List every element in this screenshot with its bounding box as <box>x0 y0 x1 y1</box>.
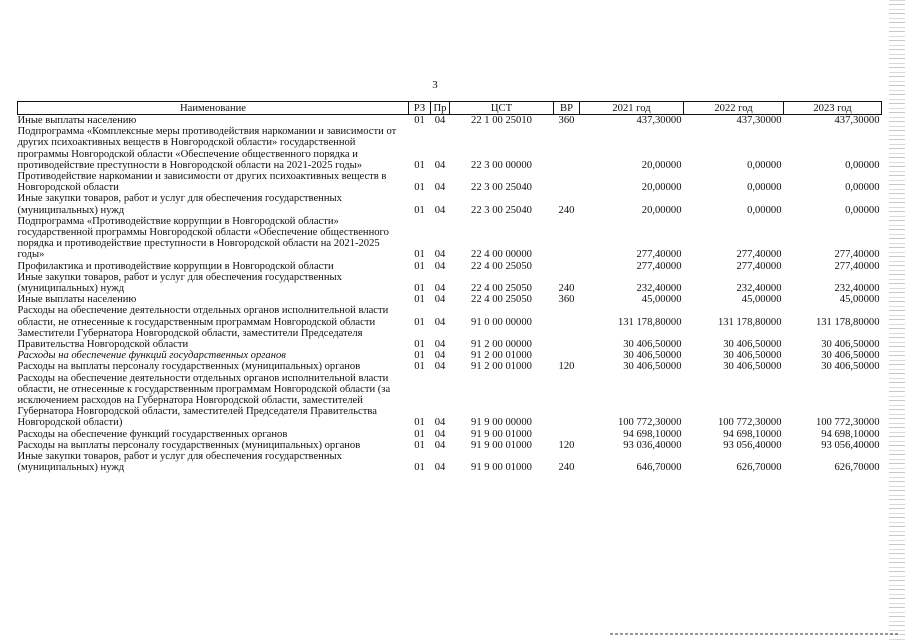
header-rz: РЗ <box>409 102 431 115</box>
row-pr: 04 <box>434 350 446 362</box>
row-2021: 20,00000 <box>641 204 682 216</box>
row-rz: 01 <box>414 462 425 474</box>
row-rz: 01 <box>414 249 425 261</box>
row-name: Расходы на обеспечение функций государственных органов <box>17 350 286 362</box>
table-row <box>18 272 882 294</box>
row-name: Иные закупки товаров, работ и услуг для обеспечения государственных (муниципальных) нужд <box>17 193 342 216</box>
row-2022: 0,00000 <box>747 159 782 171</box>
row-name: Иные закупки товаров, работ и услуг для обеспечения государственных (муниципальных) нужд <box>17 451 342 474</box>
row-name: Расходы на обеспечение деятельности отдельных органов исполнительной власти области, не отнесенные к государственным программам Новгородской области <box>17 305 389 328</box>
row-name: Иные закупки товаров, работ и услуг для обеспечения государственных (муниципальных) нужд <box>17 271 342 295</box>
row-cst: 91 9 00 01000 <box>471 439 532 451</box>
table-row <box>18 126 882 171</box>
row-2023: 232,40000 <box>834 283 880 295</box>
row-vr: 120 <box>558 439 575 451</box>
row-name: Подпрограмма «Противодействие коррупции в Новгородской области» государственной программы Новгородской области «Обеспечение общественного порядка и противодействие преступности в Новгородской области на 2021-2025 годы» <box>17 215 389 261</box>
row-2023: 0,00000 <box>845 159 880 171</box>
table-header-row <box>18 102 882 115</box>
header-2023: 2023 год <box>784 102 882 115</box>
row-2022: 437,30000 <box>736 115 782 126</box>
row-rz: 01 <box>414 339 425 351</box>
row-vr: 120 <box>558 361 575 373</box>
row-cst: 22 3 00 00000 <box>471 159 532 171</box>
row-vr <box>554 373 580 429</box>
row-pr: 04 <box>434 339 446 351</box>
row-vr <box>554 261 580 272</box>
row-2022: 45,00000 <box>741 294 782 306</box>
table-row <box>18 261 882 272</box>
row-name: Расходы на обеспечение деятельности отдельных органов исполнительной власти области, не отнесенные к государственным программам Новгородской области (за исключением расходов на Губернатора Новгородской области, заместителей Губернатора Новгородской области, заместителей Председателя Правительства Новгородской области) <box>17 372 391 429</box>
row-2021: 646,70000 <box>636 462 682 474</box>
row-2022: 131 178,80000 <box>717 316 782 328</box>
header-pr: Пр <box>431 102 450 115</box>
row-2022: 0,00000 <box>747 204 782 216</box>
row-2022: 0,00000 <box>747 182 782 194</box>
row-2021: 45,00000 <box>641 294 682 306</box>
row-2022: 626,70000 <box>736 462 782 474</box>
row-cst: 22 4 00 00000 <box>471 249 532 261</box>
row-name: Иные выплаты населению <box>17 115 137 126</box>
row-2023: 437,30000 <box>834 115 880 126</box>
row-2021: 100 772,30000 <box>617 417 682 429</box>
row-name: Расходы на выплаты персоналу государственных (муниципальных) органов <box>17 361 361 373</box>
row-cst: 91 9 00 00000 <box>471 417 532 429</box>
row-cst: 91 9 00 01000 <box>471 462 532 474</box>
row-vr: 240 <box>558 283 575 295</box>
row-2023: 0,00000 <box>845 204 880 216</box>
row-2021: 93 036,40000 <box>623 439 682 451</box>
row-2022: 277,40000 <box>736 249 782 261</box>
table-row <box>18 373 882 429</box>
table-row <box>18 440 882 451</box>
row-2022: 30 406,50000 <box>723 339 782 351</box>
row-rz: 01 <box>414 417 425 429</box>
row-rz: 01 <box>414 439 425 451</box>
row-2021: 437,30000 <box>636 115 682 126</box>
table-row <box>18 328 882 350</box>
row-2021: 20,00000 <box>641 182 682 194</box>
row-2021: 277,40000 <box>636 249 682 261</box>
row-pr: 04 <box>434 417 446 429</box>
page-number: 3 <box>432 79 438 91</box>
header-name: Наименование <box>18 102 409 115</box>
header-vr: ВР <box>554 102 580 115</box>
row-pr: 04 <box>434 204 446 216</box>
row-cst: 91 2 00 01000 <box>471 350 532 362</box>
row-name: Подпрограмма «Комплексные меры противодействия наркомании и зависимости от других психоактивных веществ в Новгородской области» государственной программы Новгородской области «Обеспечение общественного порядка и противодействие преступности в Новгородской области на 2021-2025 годы» <box>17 126 397 171</box>
row-cst: 91 9 00 01000 <box>471 428 532 440</box>
row-2022: 232,40000 <box>736 283 782 295</box>
row-cst: 91 0 00 00000 <box>471 316 532 328</box>
row-cst: 22 3 00 25040 <box>471 182 532 194</box>
row-pr: 04 <box>434 361 446 373</box>
row-2023: 30 406,50000 <box>821 350 880 362</box>
row-pr: 04 <box>434 260 446 272</box>
row-rz: 01 <box>414 294 425 306</box>
row-2021: 232,40000 <box>636 283 682 295</box>
row-rz: 01 <box>414 182 425 194</box>
table-row <box>18 115 882 127</box>
row-pr: 04 <box>434 294 446 306</box>
row-2022: 93 056,40000 <box>723 439 782 451</box>
row-2023: 30 406,50000 <box>821 361 880 373</box>
row-vr: 360 <box>558 115 575 126</box>
row-vr <box>554 305 580 327</box>
row-vr <box>554 350 580 361</box>
row-2021: 30 406,50000 <box>623 361 682 373</box>
row-cst: 91 2 00 01000 <box>471 361 532 373</box>
row-cst: 22 3 00 25040 <box>471 204 532 216</box>
row-name: Противодействие наркомании и зависимости от других психоактивных веществ в Новгородской области <box>17 171 387 194</box>
row-vr: 240 <box>558 204 575 216</box>
row-rz: 01 <box>414 350 425 362</box>
header-cst: ЦСТ <box>450 102 554 115</box>
row-rz: 01 <box>414 204 425 216</box>
row-name: Заместители Губернатора Новгородской области, заместители Председателя Правительства Новгородской области <box>17 327 363 351</box>
row-vr: 240 <box>558 462 575 474</box>
row-2022: 100 772,30000 <box>717 417 782 429</box>
row-pr: 04 <box>434 428 446 440</box>
row-rz: 01 <box>414 115 425 126</box>
row-name: Иные выплаты населению <box>17 294 137 306</box>
row-vr <box>554 171 580 193</box>
row-vr: 360 <box>558 294 575 306</box>
row-2023: 100 772,30000 <box>815 417 880 429</box>
row-2021: 30 406,50000 <box>623 339 682 351</box>
row-pr: 04 <box>434 439 446 451</box>
row-pr: 04 <box>434 115 446 126</box>
row-pr: 04 <box>434 462 446 474</box>
row-2023: 277,40000 <box>834 260 880 272</box>
row-cst: 22 1 00 25010 <box>471 115 532 126</box>
row-2021: 131 178,80000 <box>617 316 682 328</box>
row-2023: 94 698,10000 <box>821 428 880 440</box>
row-2021: 20,00000 <box>641 159 682 171</box>
budget-table <box>17 101 882 474</box>
table-body <box>18 115 882 474</box>
row-pr: 04 <box>434 283 446 295</box>
row-2023: 0,00000 <box>845 182 880 194</box>
row-2023: 45,00000 <box>839 294 880 306</box>
table-row <box>18 350 882 361</box>
row-rz: 01 <box>414 316 425 328</box>
table-row <box>18 429 882 440</box>
table-row <box>18 451 882 473</box>
row-vr <box>554 216 580 261</box>
row-rz: 01 <box>414 361 425 373</box>
row-2023: 277,40000 <box>834 249 880 261</box>
table-row <box>18 171 882 193</box>
table-row <box>18 193 882 215</box>
row-pr: 04 <box>434 182 446 194</box>
row-pr: 04 <box>434 249 446 261</box>
row-2023: 30 406,50000 <box>821 339 880 351</box>
row-vr <box>554 126 580 171</box>
scan-edge-artifact <box>889 0 905 640</box>
table-row <box>18 361 882 372</box>
row-rz: 01 <box>414 260 425 272</box>
row-vr <box>554 429 580 440</box>
row-2023: 131 178,80000 <box>815 316 880 328</box>
scan-bottom-artifact <box>610 633 900 635</box>
row-2021: 277,40000 <box>636 260 682 272</box>
row-cst: 22 4 00 25050 <box>471 260 532 272</box>
row-2023: 626,70000 <box>834 462 880 474</box>
row-vr <box>554 328 580 350</box>
row-rz: 01 <box>414 283 425 295</box>
row-2021: 94 698,10000 <box>623 428 682 440</box>
header-2021: 2021 год <box>580 102 684 115</box>
row-rz: 01 <box>414 428 425 440</box>
row-cst: 22 4 00 25050 <box>471 294 532 306</box>
row-2022: 30 406,50000 <box>723 361 782 373</box>
row-rz: 01 <box>414 159 425 171</box>
table-row <box>18 305 882 327</box>
row-cst: 91 2 00 00000 <box>471 339 532 351</box>
row-pr: 04 <box>434 159 446 171</box>
row-2023: 93 056,40000 <box>821 439 880 451</box>
table-row <box>18 294 882 305</box>
row-2022: 94 698,10000 <box>723 428 782 440</box>
row-name: Расходы на выплаты персоналу государственных (муниципальных) органов <box>17 439 361 451</box>
table-row <box>18 216 882 261</box>
row-cst: 22 4 00 25050 <box>471 283 532 295</box>
row-name: Профилактика и противодействие коррупции в Новгородской области <box>17 260 334 272</box>
header-2022: 2022 год <box>684 102 784 115</box>
row-2022: 277,40000 <box>736 260 782 272</box>
row-2021: 30 406,50000 <box>623 350 682 362</box>
row-pr: 04 <box>434 316 446 328</box>
row-name: Расходы на обеспечение функций государственных органов <box>17 428 288 440</box>
row-2022: 30 406,50000 <box>723 350 782 362</box>
